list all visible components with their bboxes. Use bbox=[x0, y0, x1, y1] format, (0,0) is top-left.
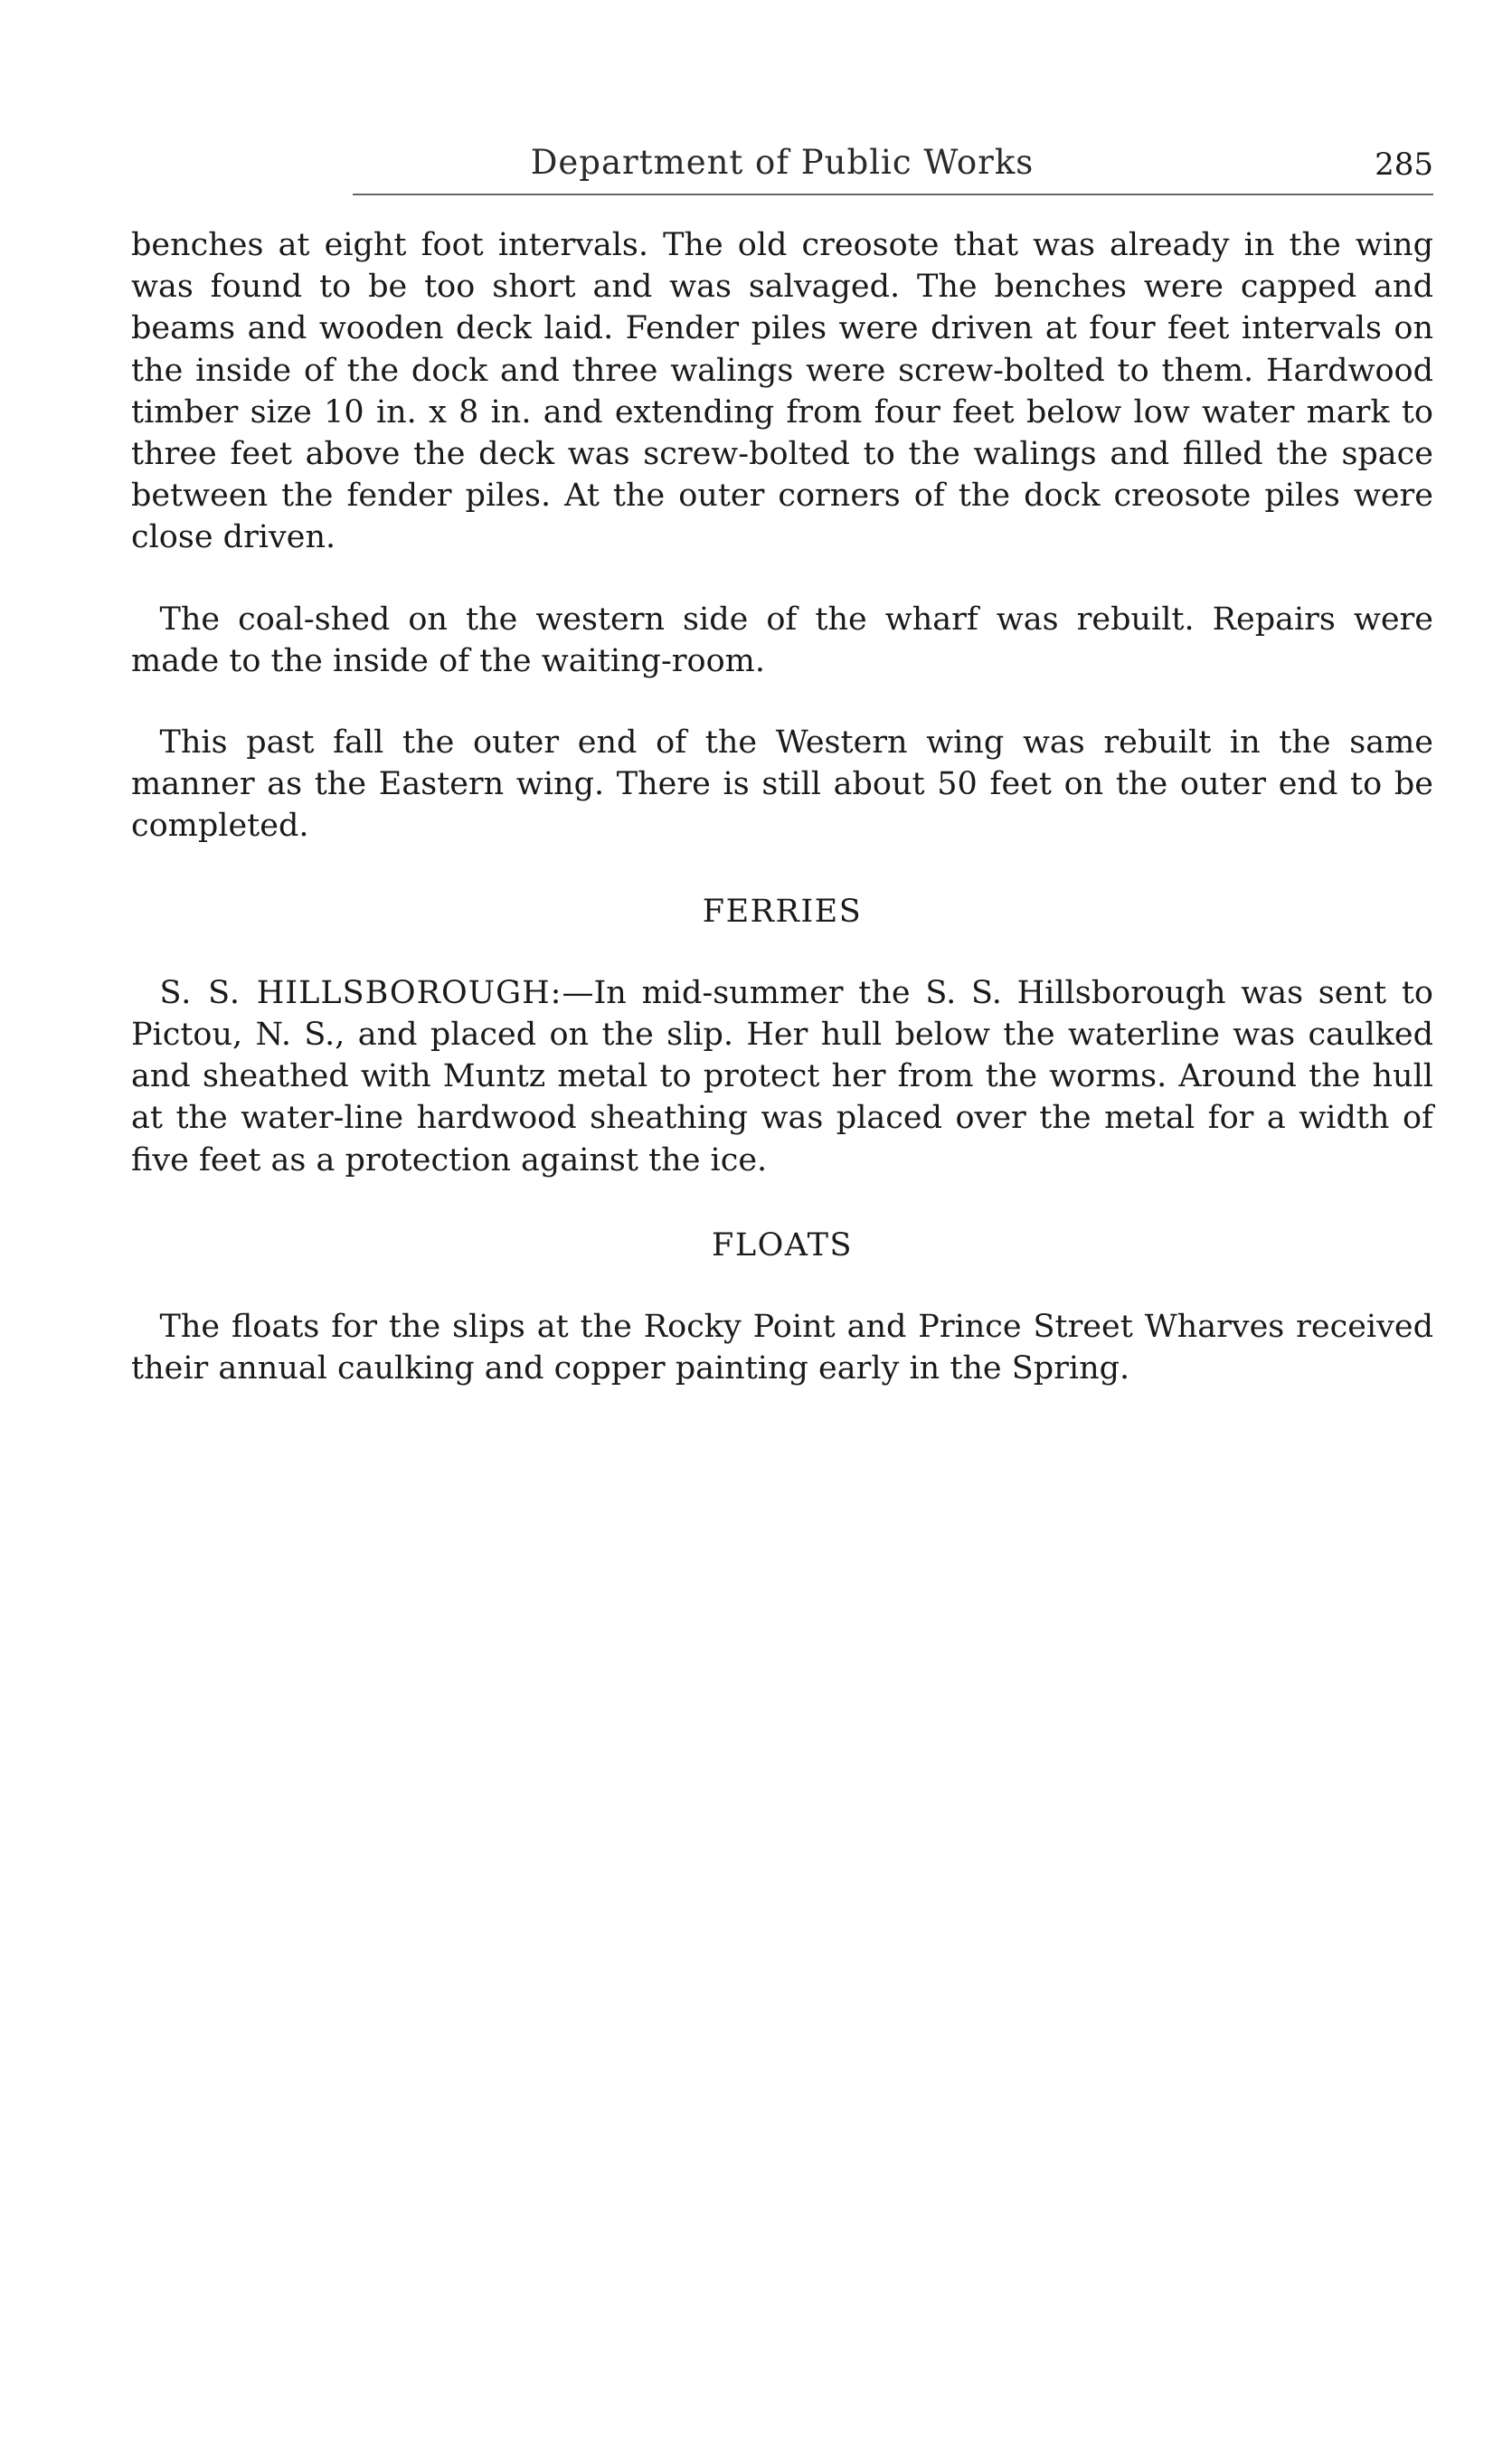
run-in-vessel-name: S. S. HILLSBOROUGH: bbox=[159, 974, 562, 1011]
page-number: 285 bbox=[1375, 147, 1433, 183]
section-heading-floats: FLOATS bbox=[712, 1226, 853, 1264]
paragraph-western-wing: This past fall the outer end of the Western wing was rebuilt in the same manner as the Eastern wing. There is still about 50 feet on the outer end to be completed. bbox=[131, 724, 1433, 845]
paragraph-continued-wharf-repairs: benches at eight foot intervals. The old creosote that was already in the wing was found to be too short and was salvaged. The benches were capped and beams and wooden deck laid. Fender piles were driven at four feet intervals on the inside of the dock and three walings were screw-bolted to them. Hardwood timber size 10 in. x 8 in. and extending from four feet below low water mark to three feet above the deck was screw-bolted to the walings and filled the space between the fender piles. At the outer corners of the dock creosote piles were close driven. bbox=[131, 227, 1433, 556]
running-head bbox=[131, 143, 1433, 197]
paragraph-floats: The floats for the slips at the Rocky Point and Prince Street Wharves received their annual caulking and copper painting early in the Spring. bbox=[131, 1309, 1433, 1387]
ferries-text: —In mid-summer the S. S. Hillsborough was sent to Pictou, N. S., and placed on the slip. Her hull below the waterline was caulked and sheathed with Muntz metal to protect her from the worms. Around the hull at the water-line hardwood sheathing was placed over the metal for a width of five feet as a protection against the ice. bbox=[131, 974, 1434, 1178]
body-text bbox=[131, 224, 1433, 1389]
section-heading-ferries: FERRIES bbox=[702, 893, 863, 930]
running-title: Department of Public Works bbox=[530, 143, 1035, 182]
paragraph-coal-shed: The coal-shed on the western side of the wharf was rebuilt. Repairs were made to the inside of the waiting-room. bbox=[131, 601, 1433, 679]
header-rule bbox=[353, 194, 1433, 195]
paragraph-ferries bbox=[131, 972, 1433, 1181]
